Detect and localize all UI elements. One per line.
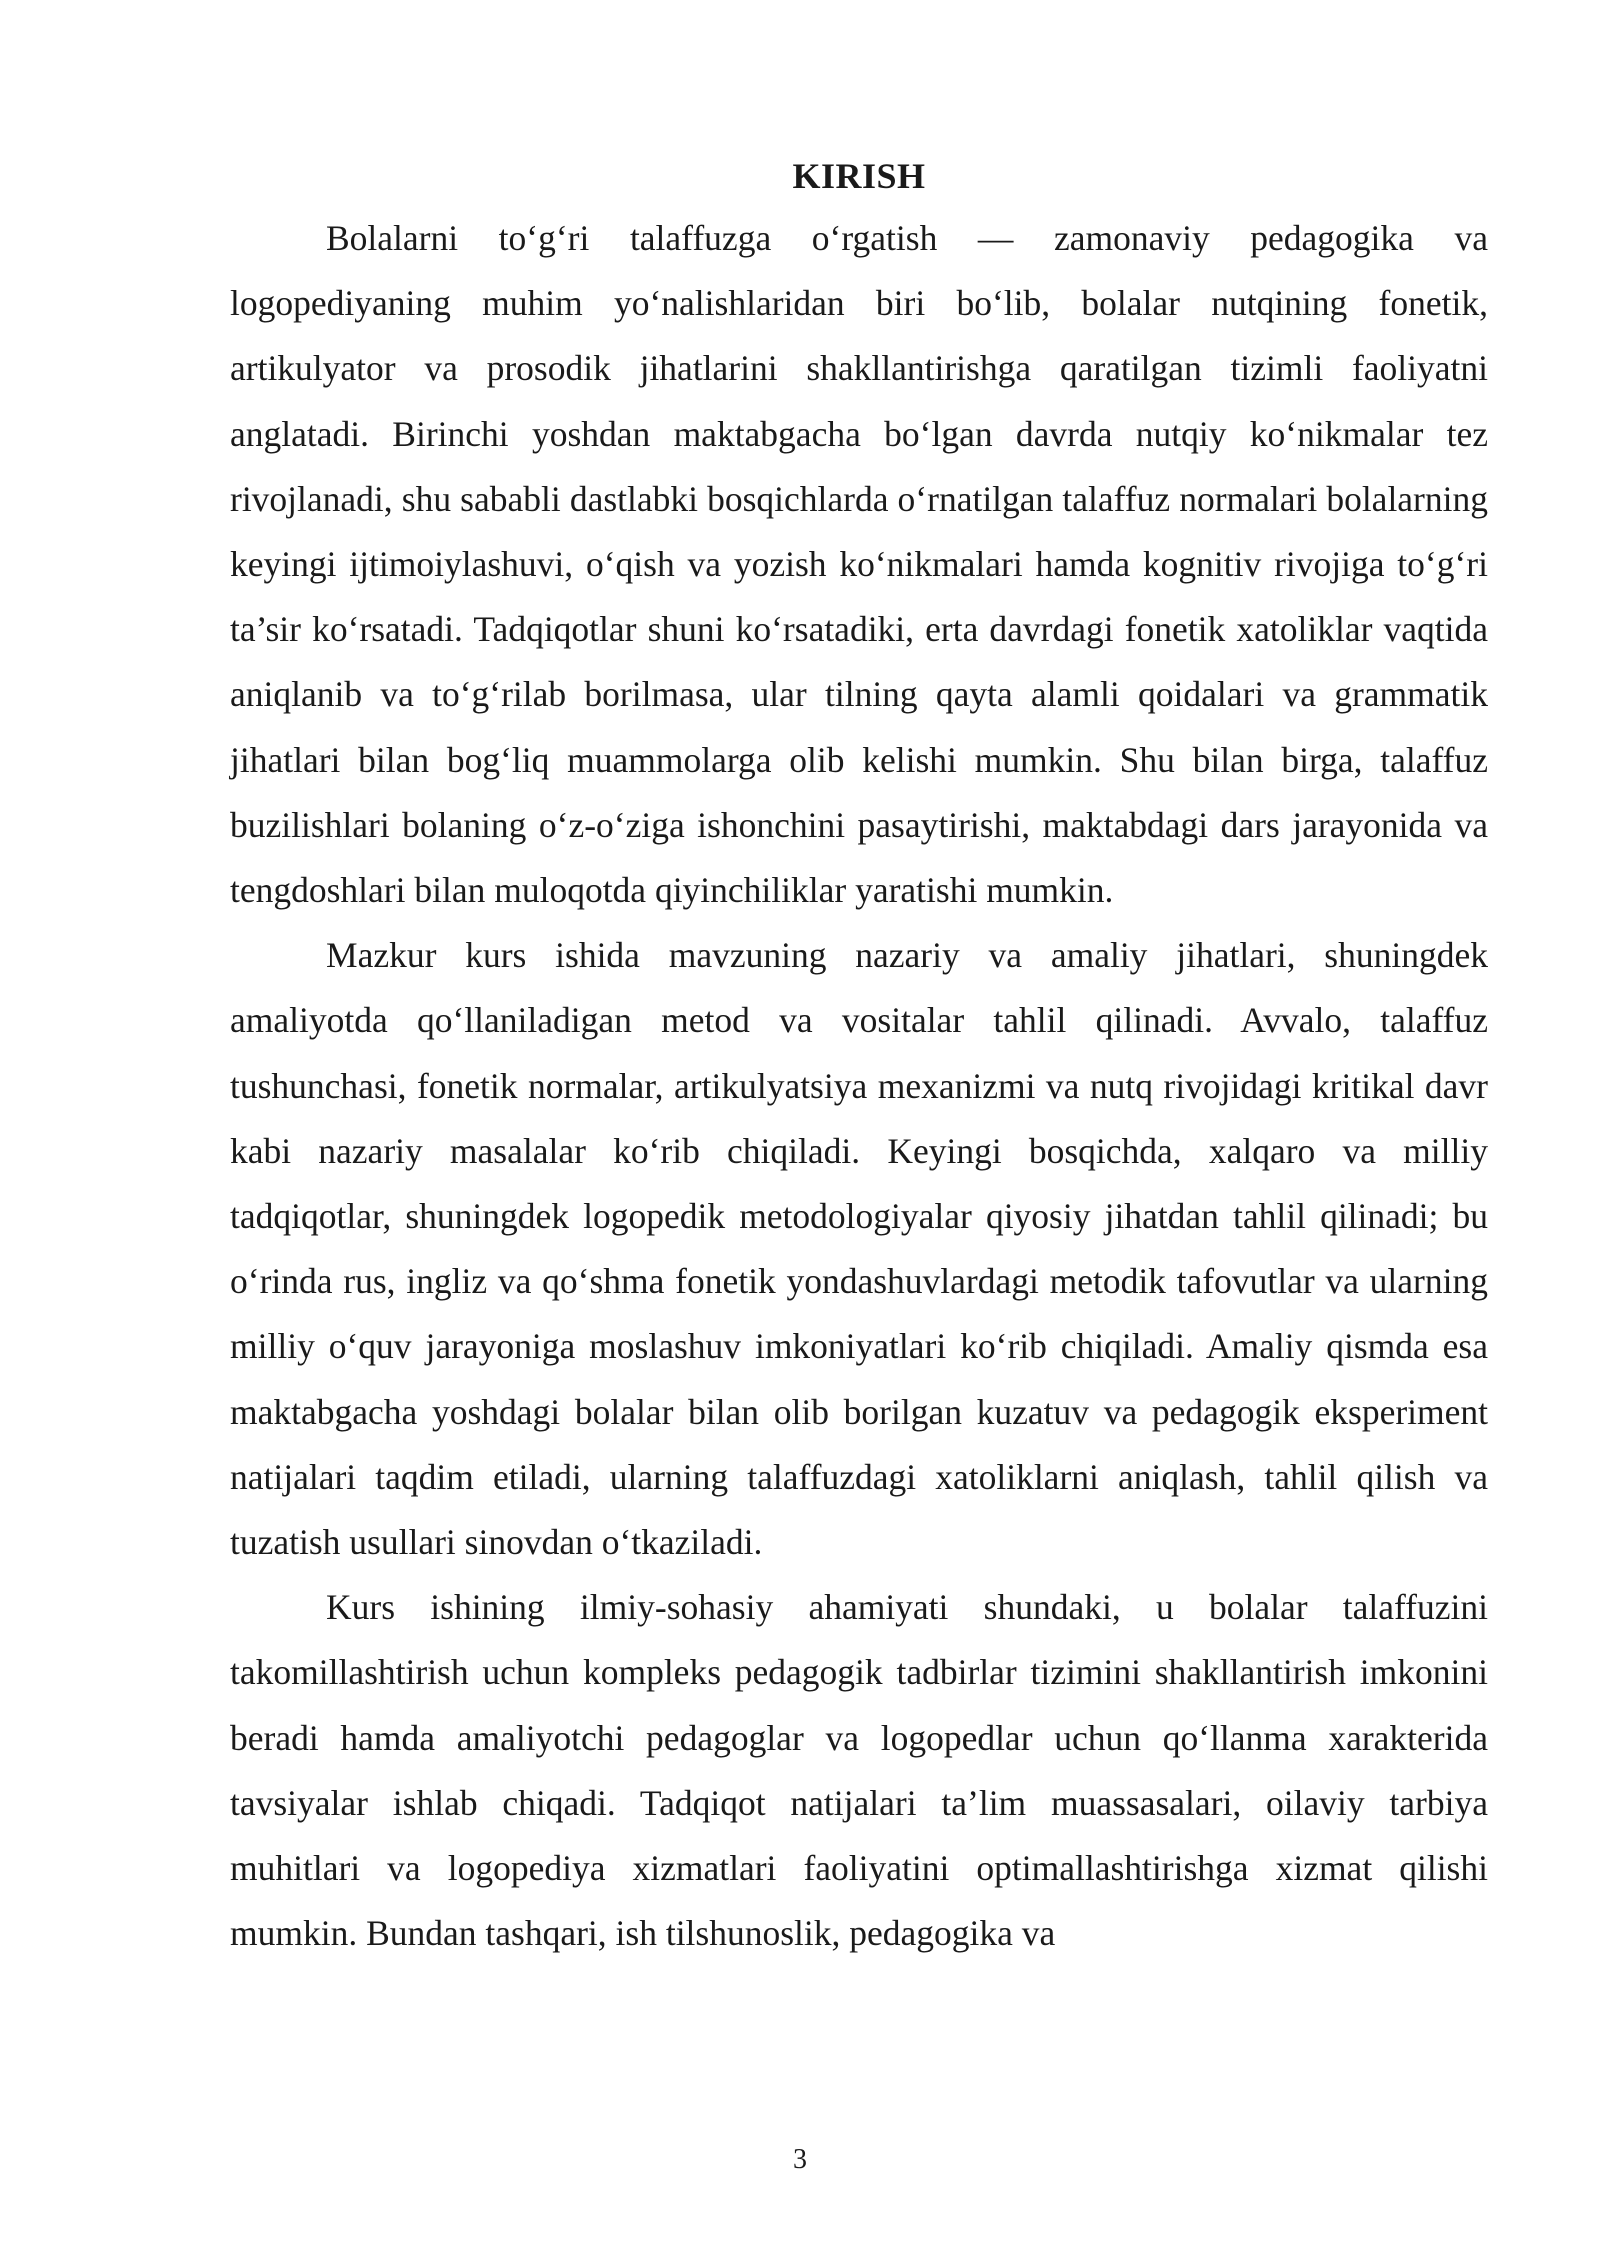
paragraph-significance: Kurs ishining ilmiy-sohasiy ahamiyati shundaki, u bolalar talaffuzini takomillashtirish uchun kompleks pedagogik tadbirlar tizimini shakllantirish imkonini beradi hamda amaliyotchi pedagoglar va logopedlar uchun qo‘llanma xarakterida tavsiyalar ishlab chiqadi. Tadqiqot natijalari ta’lim muassasalari, oilaviy tarbiya muhitlari va logopediya xizmatlari faoliyatini optimallashtirishga xizmat qilishi mumkin. Bundan tashqari, ish tilshunoslik, pedagogika va [230,1587,1488,1954]
section-heading: KIRISH [792,156,926,196]
paragraph-course-scope: Mazkur kurs ishida mavzuning nazariy va amaliy jihatlari, shuningdek amaliyotda qo‘llaniladigan metod va vositalar tahlil qilinadi. Avvalo, talaffuz tushunchasi, fonetik normalar, artikulyatsiya mexanizmi va nutq rivojidagi kritikal davr kabi nazariy masalalar ko‘rib chiqiladi. Keyingi bosqichda, xalqaro va milliy tadqiqotlar, shuningdek logopedik metodologiyalar qiyosiy jihatdan tahlil qilinadi; bu o‘rinda rus, ingliz va qo‘shma fonetik yondashuvlardagi metodik tafovutlar va ularning milliy o‘quv jarayoniga moslashuv imkoniyatlari ko‘rib chiqiladi. Amaliy qismda esa maktabgacha yoshdagi bolalar bilan olib borilgan kuzatuv va pedagogik eksperiment natijalari taqdim etiladi, ularning talaffuzdagi xatoliklarni aniqlash, tahlil qilish va tuzatish usullari sinovdan o‘tkaziladi. [230,935,1488,1563]
page-number: 3 [793,2144,807,2175]
page-content [230,146,1488,1966]
paragraph-intro: Bolalarni to‘g‘ri talaffuzga o‘rgatish — zamonaviy pedagogika va logopediyaning muhim yo‘nalishlaridan biri bo‘lib, bolalar nutqining fonetik, artikulyator va prosodik jihatlarini shakllantirishga qaratilgan tizimli faoliyatni anglatadi. Birinchi yoshdan maktabgacha bo‘lgan davrda nutqiy ko‘nikmalar tez rivojlanadi, shu sababli dastlabki bosqichlarda o‘rnatilgan talaffuz normalari bolalarning keyingi ijtimoiylashuvi, o‘qish va yozish ko‘nikmalari hamda kognitiv rivojiga to‘g‘ri ta’sir ko‘rsatadi. Tadqiqotlar shuni ko‘rsatadiki, erta davrdagi fonetik xatoliklar vaqtida aniqlanib va to‘g‘rilab borilmasa, ular tilning qayta alamli qoidalari va grammatik jihatlari bilan bog‘liq muammolarga olib kelishi mumkin. Shu bilan birga, talaffuz buzilishlari bolaning o‘z-o‘ziga ishonchini pasaytirishi, maktabdagi dars jarayonida va tengdoshlari bilan muloqotda qiyinchiliklar yaratishi mumkin. [230,218,1488,911]
